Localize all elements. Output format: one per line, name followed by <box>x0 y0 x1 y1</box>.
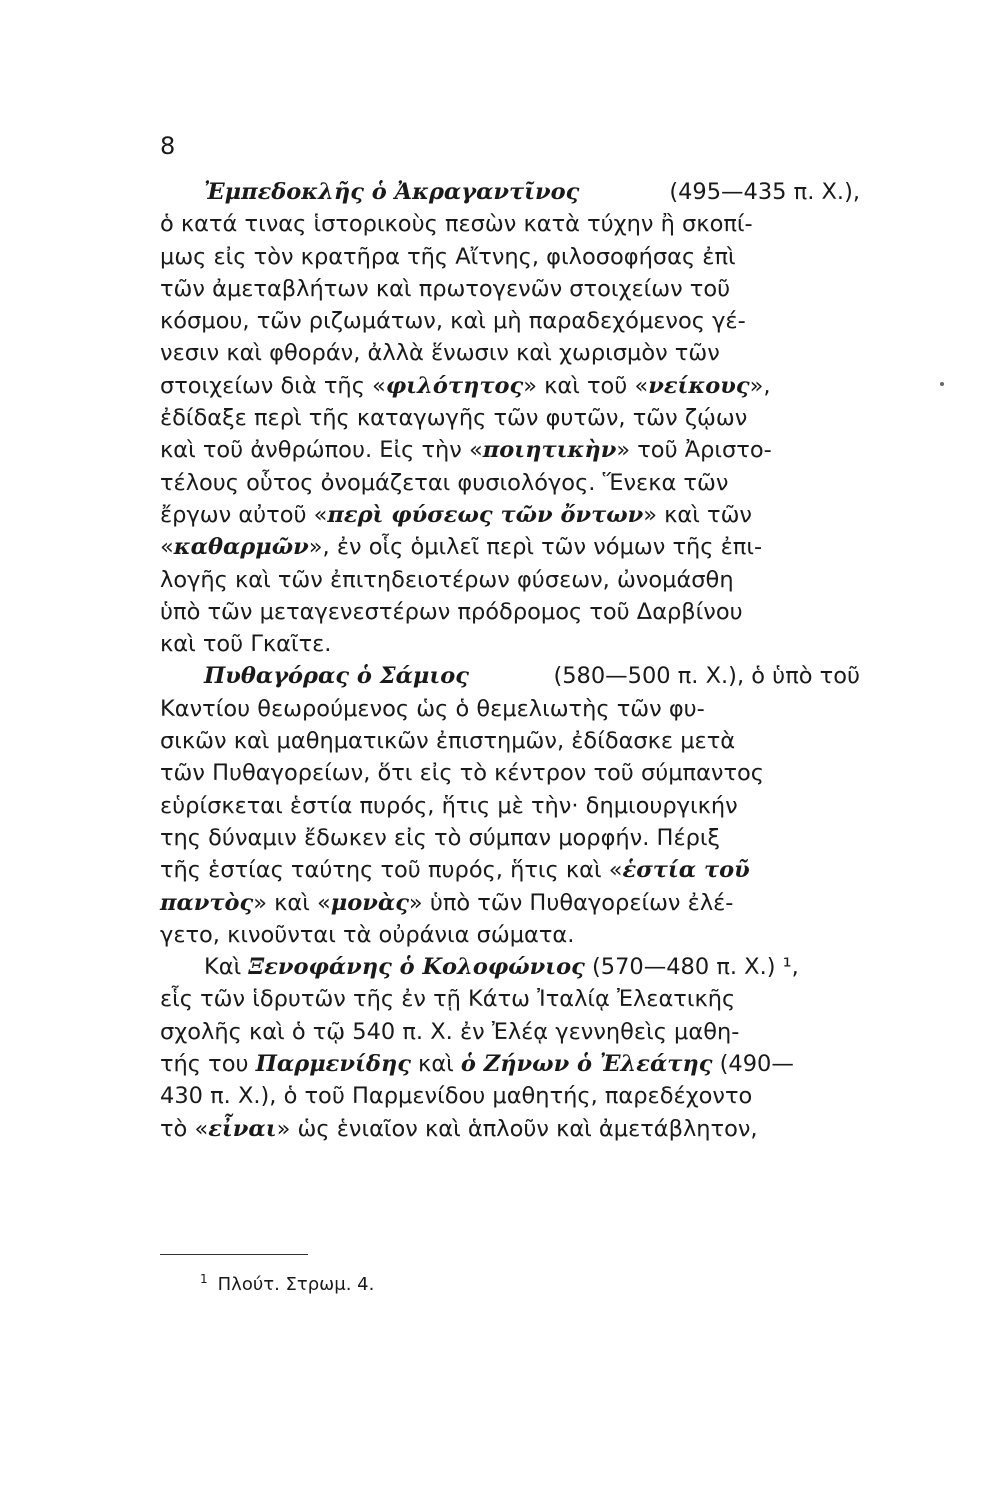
text-line: λογῆς καὶ τῶν ἐπιτηδειοτέρων φύσεων, ὠνομάσθη <box>160 566 734 593</box>
text-line: σχολῆς καὶ ὁ τῷ 540 π. Χ. ἐν Ἐλέᾳ γεννηθεὶς μαθη- <box>160 1018 740 1045</box>
text-line: ἔργων αὐτοῦ «περὶ φύσεως τῶν ὄντων» καὶ τῶν <box>160 501 752 528</box>
text-line: 430 π. Χ.), ὁ τοῦ Παρμενίδου μαθητής, παρεδέχοντο <box>160 1083 753 1110</box>
text-line: τῶν Πυθαγορείων, ὅτι εἰς τὸ κέντρον τοῦ σύμπαντος <box>160 760 765 787</box>
text-line: παντὸς» καὶ «μονὰς» ὑπὸ τῶν Πυθαγορείων ἐλέ- <box>160 889 734 916</box>
text-line: στοιχείων διὰ τῆς «φιλότητος» καὶ τοῦ «νείκους», <box>160 372 771 399</box>
text-line: Ἐμπεδοκλῆς ὁ Ἀκραγαντῖνος (495—435 π. Χ.), <box>204 179 860 205</box>
text-line: ὁ κατά τινας ἱστορικοὺς πεσὼν κατὰ τύχην ἢ σκοπί- <box>160 211 753 238</box>
text-line: τῆς ἑστίας ταύτης τοῦ πυρός, ἥτις καὶ «ἑστία τοῦ <box>160 857 750 884</box>
text-line: κόσμου, τῶν ριζωμάτων, καὶ μὴ παραδεχόμενος γέ- <box>160 308 746 335</box>
text-line: «καθαρμῶν», ἐν οἷς ὁμιλεῖ περὶ τῶν νόμων τῆς ἐπι- <box>160 534 763 561</box>
text-line: τέλους οὗτος ὀνομάζεται φυσιολόγος. Ἕνεκα τῶν <box>160 469 729 496</box>
text-line: ὑπὸ τῶν μεταγενεστέρων πρόδρομος τοῦ Δαρβίνου <box>160 598 743 625</box>
text-line: εὑρίσκεται ἑστία πυρός, ἥτις μὲ τὴν· δημιουργικήν <box>160 792 738 819</box>
text-line: γετο, κινοῦνται τὰ οὐράνια σώματα. <box>160 921 575 948</box>
text-line: τὸ «εἶναι» ὡς ἑνιαῖον καὶ ἁπλοῦν καὶ ἀμετάβλητον, <box>160 1115 758 1142</box>
footnote-divider <box>160 1254 308 1255</box>
text-line: τής του Παρμενίδης καὶ ὁ Ζήνων ὁ Ἐλεάτης (490— <box>160 1051 794 1078</box>
body-text <box>160 176 860 1145</box>
text-line: νεσιν καὶ φθοράν, ἀλλὰ ἕνωσιν καὶ χωρισμὸν τῶν <box>160 340 720 367</box>
footnote <box>200 1272 374 1295</box>
text-line: τῶν ἀμεταβλήτων καὶ πρωτογενῶν στοιχείων τοῦ <box>160 275 731 302</box>
page-number: 8 <box>160 132 176 160</box>
text-line: εἷς τῶν ἱδρυτῶν τῆς ἐν τῇ Κάτω Ἰταλίᾳ Ἐλεατικῆς <box>160 986 736 1013</box>
text-line: μως εἰς τὸν κρατῆρα τῆς Αἴτνης, φιλοσοφήσας ἐπὶ <box>160 243 736 270</box>
text-line: ἐδίδαξε περὶ τῆς καταγωγῆς τῶν φυτῶν, τῶν ζῴων <box>160 405 748 432</box>
text-line: καὶ τοῦ Γκαῖτε. <box>160 631 332 658</box>
footnote-text: Πλούτ. Στρωμ. 4. <box>217 1274 375 1295</box>
print-speck <box>940 382 944 386</box>
text-line: Καὶ Ξενοφάνης ὁ Κολοφώνιος (570—480 π. Χ.) ¹, <box>204 954 799 981</box>
text-line: Καντίου θεωρούμενος ὡς ὁ θεμελιωτὴς τῶν φυ- <box>160 695 705 722</box>
text-line: σικῶν καὶ μαθηματικῶν ἐπιστημῶν, ἐδίδασκε μετὰ <box>160 728 736 755</box>
text-line: καὶ τοῦ ἀνθρώπου. Εἰς τὴν «ποιητικὴν» τοῦ Ἀριστο- <box>160 437 772 464</box>
text-line: Πυθαγόρας ὁ Σάμιος (580—500 π. Χ.), ὁ ὑπὸ τοῦ <box>204 663 860 690</box>
footnote-mark: 1 <box>200 1272 208 1286</box>
text-line: της δύναμιν ἔδωκεν εἰς τὸ σύμπαν μορφήν. Πέριξ <box>160 824 721 851</box>
